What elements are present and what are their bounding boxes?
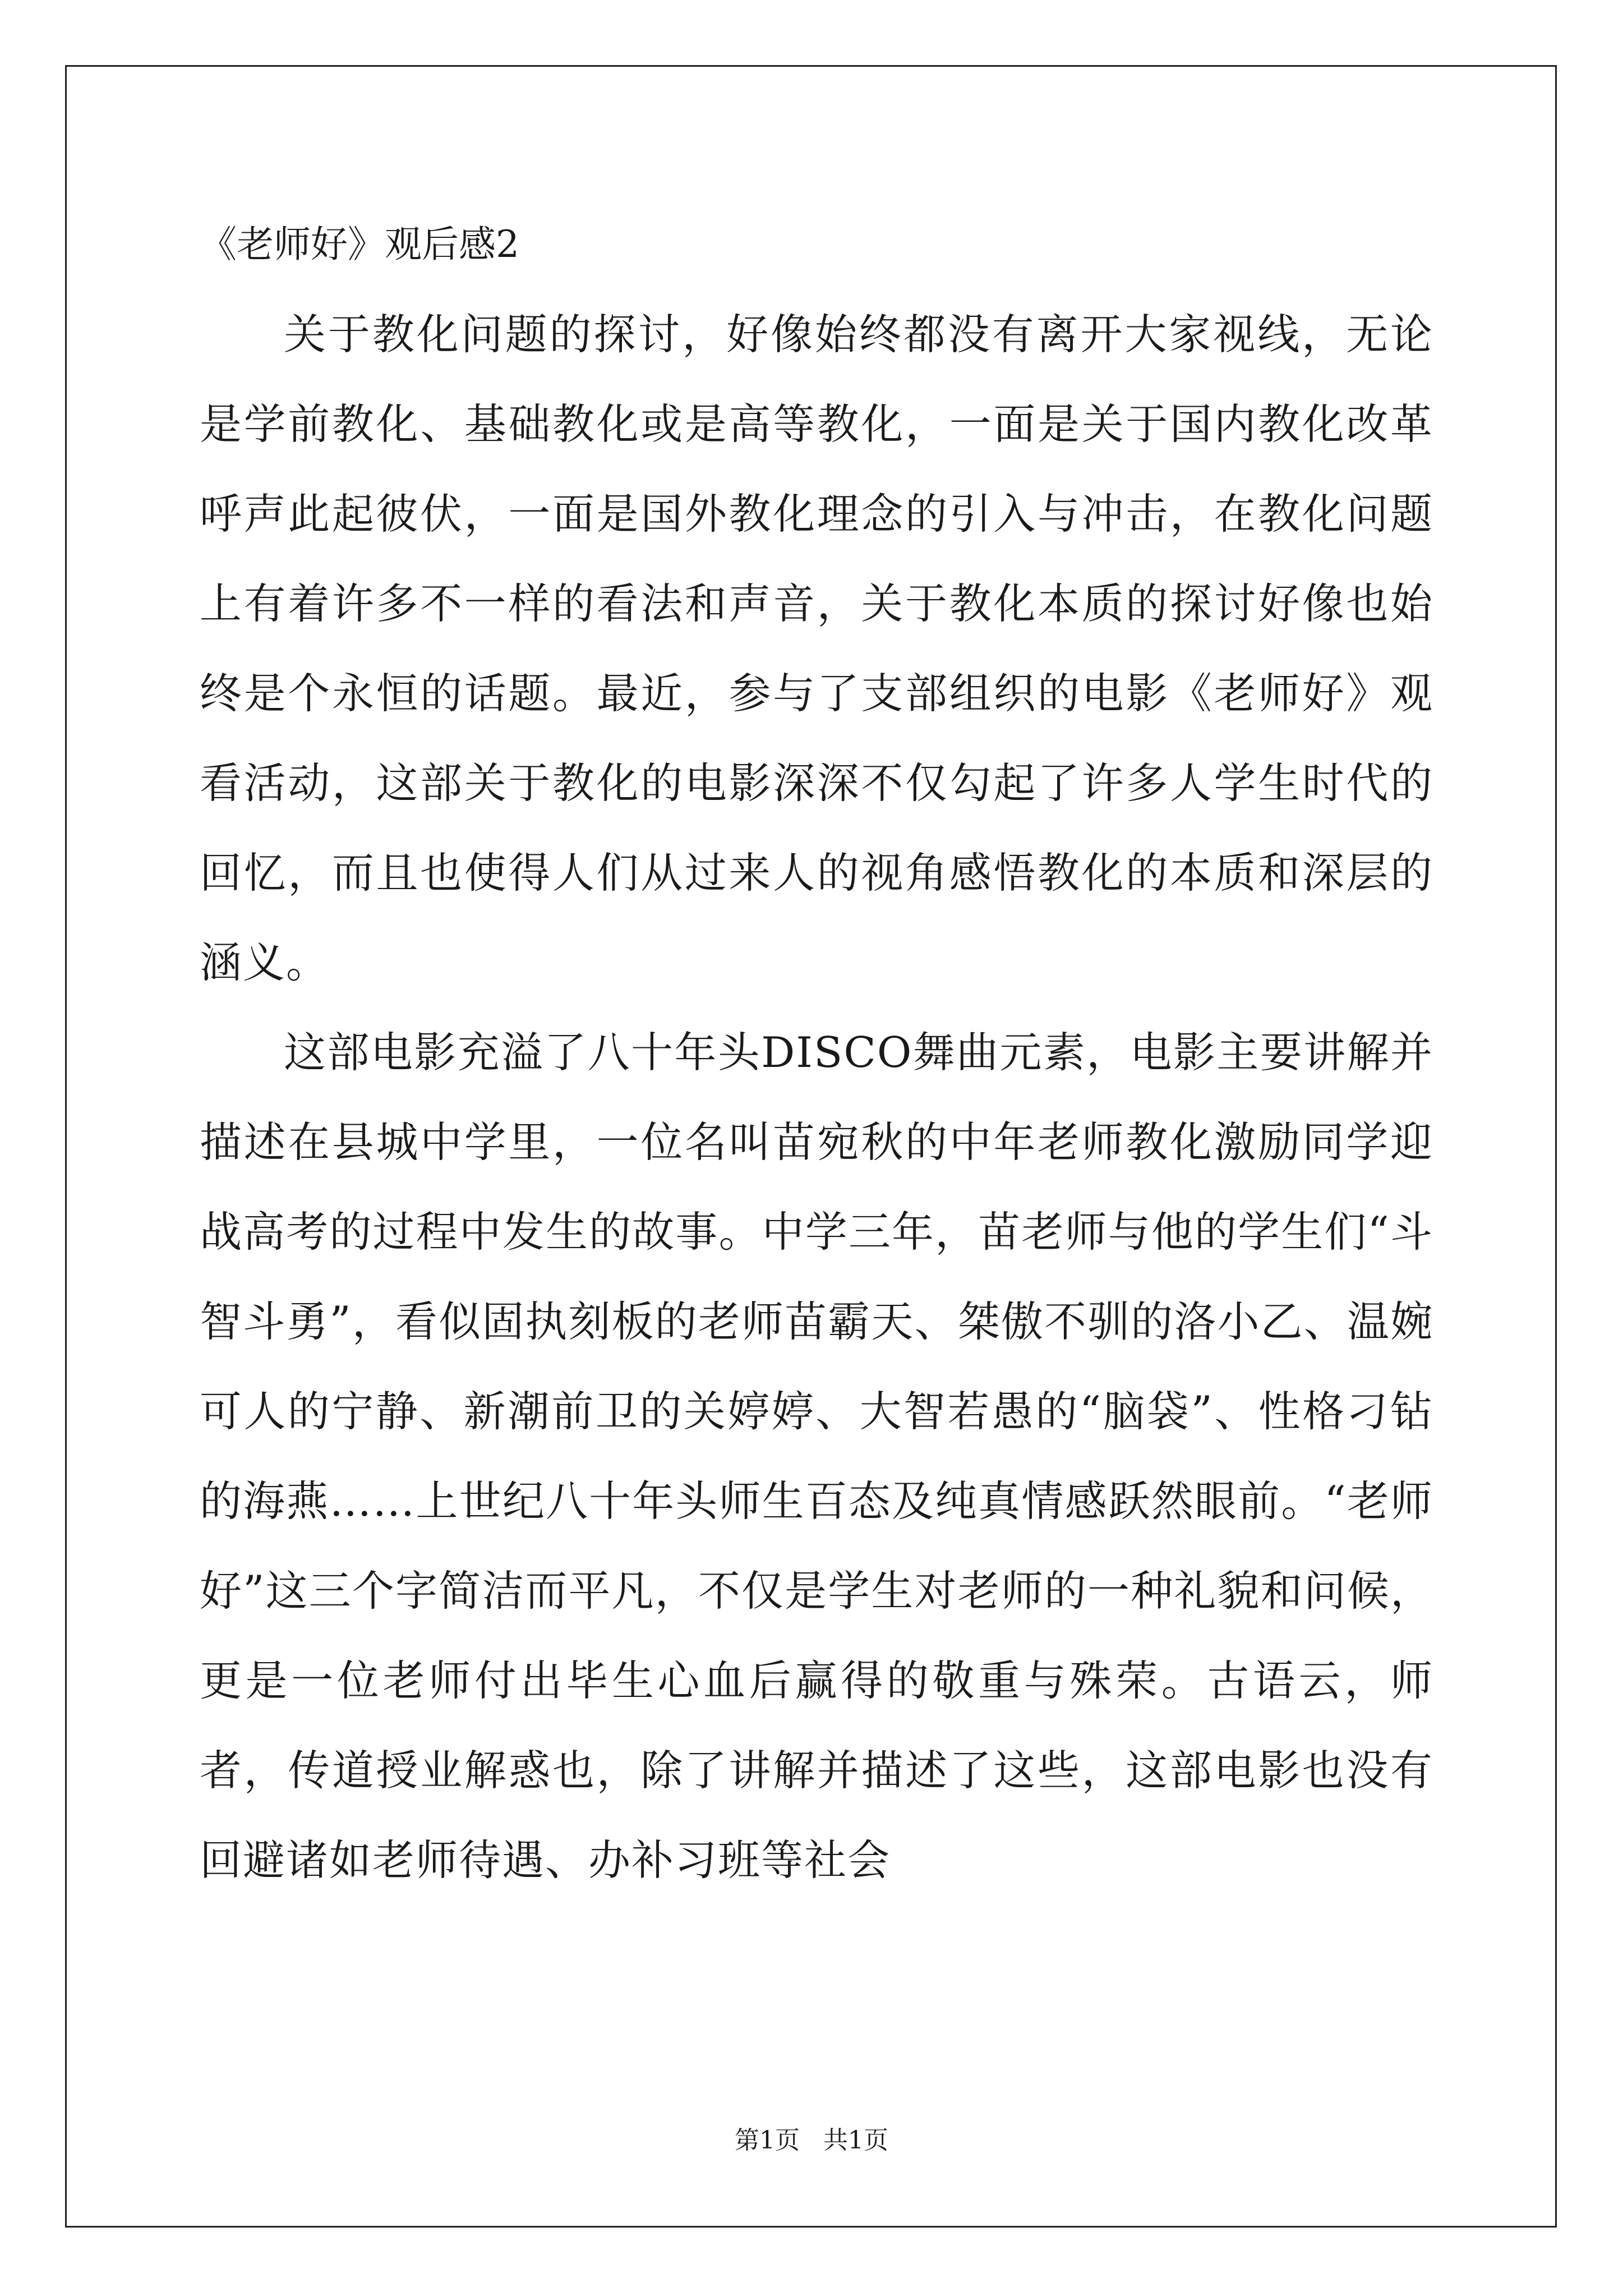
- page-number-footer: 第1页 共1页: [735, 2126, 888, 2155]
- document-title: 《老师好》观后感2: [200, 223, 519, 266]
- paragraph-1: 关于教化问题的探讨，好像始终都没有离开大家视线，无论是学前教化、基础教化或是高等教化，一面是关于国内教化改革呼声此起彼伏，一面是国外教化理念的引入与冲击，在教化问题上有着许多不一样的看法和声音，关于教化本质的探讨好像也始终是个永恒的话题。最近，参与了支部组织的电影《老师好》观看活动，这部关于教化的电影深深不仅勾起了许多人学生时代的回忆，而且也使得人们从过来人的视角感悟教化的本质和深层的涵义。: [200, 310, 1433, 987]
- paragraph-2: 这部电影充溢了八十年头DISCO舞曲元素，电影主要讲解并描述在县城中学里，一位名叫苗宛秋的中年老师教化激励同学迎战高考的过程中发生的故事。中学三年，苗老师与他的学生们“斗智斗勇”，看似固执刻板的老师苗霸天、桀傲不驯的洛小乙、温婉可人的宁静、新潮前卫的关婷婷、大智若愚的“脑袋”、性格刁钻的海燕……上世纪八十年头师生百态及纯真情感跃然眼前。“老师好”这三个字简洁而平凡，不仅是学生对老师的一种礼貌和问候，更是一位老师付出毕生心血后赢得的敬重与殊荣。古语云，师者，传道授业解惑也，除了讲解并描述了这些，这部电影也没有回避诸如老师待遇、办补习班等社会: [200, 1028, 1433, 1885]
- document-body: [200, 200, 1433, 1905]
